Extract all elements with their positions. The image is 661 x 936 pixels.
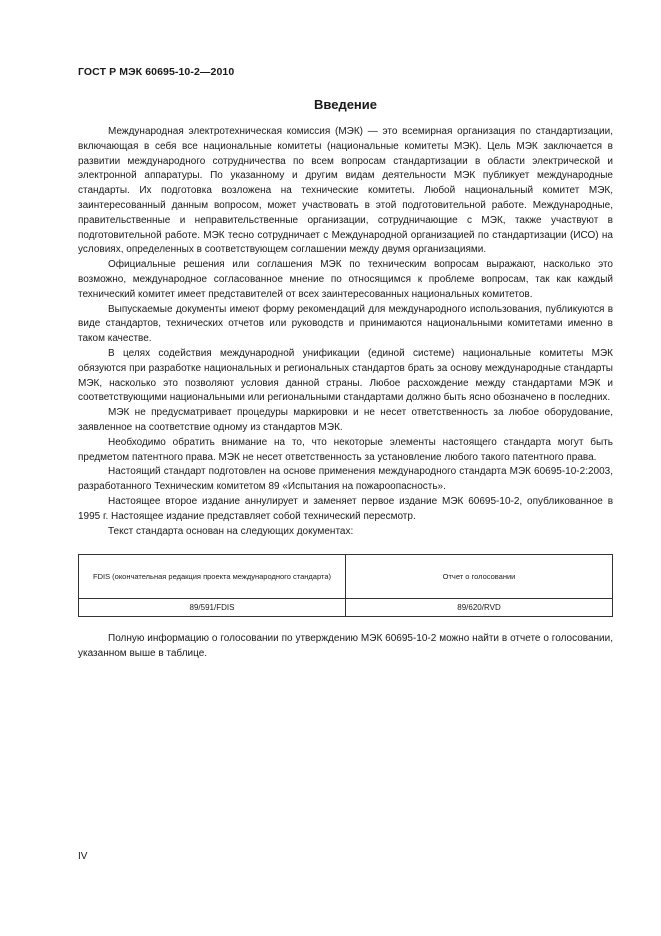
table-cell-fdis: 89/591/FDIS [79,599,346,617]
introduction-text [78,125,613,539]
paragraph-official-decisions: Официальные решения или соглашения МЭК по техническим вопросам выражают, насколько это возможно, международное согласованное мнение по относящимся к проблеме вопросам, так как каждый технический комитет имеет представителей от всех заинтересованных национальных комитетов. [78,259,613,300]
document-id: ГОСТ Р МЭК 60695-10-2—2010 [78,66,235,78]
paragraph-marking: МЭК не предусматривает процедуры маркировки и не несет ответственность за любое оборудование, заявленное на соответствие одному из стандартов МЭК. [78,407,613,433]
voting-documents-table [78,554,613,617]
table-cell-rvd: 89/620/RVD [346,599,613,617]
table-row [79,599,613,617]
section-title: Введение [314,97,377,112]
paragraph-patent: Необходимо обратить внимание на то, что некоторые элементы настоящего стандарта могут быть предметом патентного права. МЭК не несет ответственность за установление любого такого патентного права. [78,436,613,463]
closing-text [78,632,613,662]
page-number: IV [78,851,88,862]
paragraph-source-docs: Текст стандарта основан на следующих документах: [108,525,354,537]
paragraph-publication-form: Выпускаемые документы имеют форму рекомендаций для международного использования, публикуются в виде стандартов, технических отчетов или руководств и принимаются национальными комитетами именно в таком качестве. [78,303,613,345]
paragraph-edition: Настоящее второе издание аннулирует и заменяет первое издание МЭК 60695-10-2, опубликованное в 1995 г. Настоящее издание представляет собой технический пересмотр. [78,495,613,522]
paragraph-voting-info: Полную информацию о голосовании по утверждению МЭК 60695-10-2 можно найти в отчете о голосовании, указанном выше в таблице. [78,633,613,659]
paragraph-iec-overview: Международная электротехническая комиссия (МЭК) — это всемирная организация по стандартизации, включающая в себя все национальные комитеты (национальные комитеты МЭК). Цель МЭК заключается в развитии международного сотрудничества по всем вопросам стандартизации в области электрической и электронной аппаратуры. По указанному и другим видам деятельности МЭК публикует международные стандарты. Их подготовка возложена на технические комитеты. Любой национальный комитет МЭК, заинтересованный данным вопросом, может участвовать в этой подготовительной работе. Международные, правительственные и неправительственные организации, сотрудничающие с МЭК, также участвуют в подготовительной работе. МЭК тесно сотрудничает с Международной организацией по стандартизации (ИСО) на условиях, определенных в соответствующем соглашении между двумя организациями. [78,126,613,256]
paragraph-unification: В целях содействия международной унификации (единой системе) национальные комитеты МЭК обязуются при разработке национальных и региональных стандартов брать за основу международные стандарты МЭК, насколько это позволяют условия данной страны. Любое расхождение между стандартами МЭК и соответствующими национальными или региональными стандартами должно быть ясно обозначено в последних. [78,347,613,404]
table-header-row [79,555,613,599]
table-header-voting-report: Отчет о голосовании [346,555,613,599]
table-header-fdis: FDIS (окончательная редакция проекта международного стандарта) [79,555,346,599]
paragraph-basis: Настоящий стандарт подготовлен на основе применения международного стандарта МЭК 60695-10-2:2003, разработанного Техническим комитетом 89 «Испытания на пожароопасность». [78,466,613,493]
